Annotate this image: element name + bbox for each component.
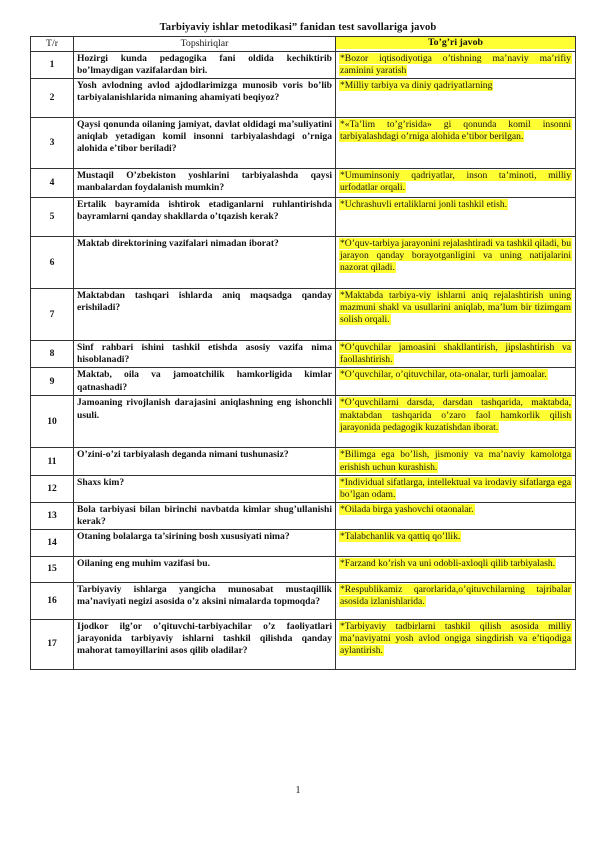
answer-cell bbox=[336, 52, 576, 79]
answer-cell bbox=[336, 118, 576, 169]
question-cell: Maktab direktorining vazifalari nimadan iborat? bbox=[74, 237, 336, 289]
table-row bbox=[31, 52, 576, 79]
table-row bbox=[31, 341, 576, 368]
row-number: 16 bbox=[31, 583, 74, 620]
answer-cell bbox=[336, 79, 576, 118]
answer-highlight: *Farzand ko’rish va uni odobli-axloqli qilib tarbiyalash. bbox=[340, 558, 556, 570]
answer-highlight: *Oilada birga yashovchi otaonalar. bbox=[340, 503, 474, 515]
question-cell: Shaxs kim? bbox=[74, 475, 336, 502]
row-number: 11 bbox=[31, 448, 74, 475]
table-row bbox=[31, 557, 576, 583]
table-row bbox=[31, 289, 576, 341]
table-row bbox=[31, 237, 576, 289]
answer-highlight: *Individual sifatlarga, intellektual va irodaviy sifatlarga ega bo’lgan odam. bbox=[340, 476, 571, 500]
question-cell: Sinf rahbari ishini tashkil etishda asosiy vazifa nima hisoblanadi? bbox=[74, 341, 336, 368]
table-row bbox=[31, 79, 576, 118]
table-row bbox=[31, 583, 576, 620]
answer-highlight: *O’quv-tarbiya jarayonini rejalashtiradi va tashkil qiladi, bu jarayon qanday borayotganligini va uning natijalarini nazorat qiladi. bbox=[340, 238, 571, 274]
row-number: 15 bbox=[31, 557, 74, 583]
answer-highlight: *Tarbiyaviy tadbirlarni tashkil qilish asosida milliy ma’naviyatni yosh avlod ongiga singdirish va e’tiqodiga aylantirish. bbox=[340, 621, 571, 657]
question-cell: Maktab, oila va jamoatchilik hamkorligida kimlar qatnashadi? bbox=[74, 368, 336, 396]
row-number: 3 bbox=[31, 118, 74, 169]
header-question: Topshiriqlar bbox=[74, 37, 336, 52]
answer-cell bbox=[336, 475, 576, 502]
header-number: T/r bbox=[31, 37, 74, 52]
answer-highlight: *Bilimga ega bo’lish, jismoniy va ma’naviy kamolotga erishish uchun kurashish. bbox=[340, 449, 571, 473]
answer-cell bbox=[336, 396, 576, 448]
question-cell: Ijodkor ilg’or o’qituvchi-tarbiyachilar o’z faoliyatlari jarayonida tarbiyaviy ishlarni tashkil qilishda qanday mahorat tamoyillarini asos qilib oladilar? bbox=[74, 620, 336, 670]
row-number: 8 bbox=[31, 341, 74, 368]
question-cell: Ertalik bayramida ishtirok etadiganlarni ruhlantirishda bayramlarni qanday shakllarda o’tqazish kerak? bbox=[74, 198, 336, 237]
row-number: 5 bbox=[31, 198, 74, 237]
answer-highlight: *Talabchanlik va qattiq qo’llik. bbox=[340, 531, 461, 543]
question-cell: Hozirgi kunda pedagogika fani oldida kechiktirib bo’lmaydigan vazifalardan biri. bbox=[74, 52, 336, 79]
row-number: 2 bbox=[31, 79, 74, 118]
question-cell: Otaning bolalarga ta’sirining bosh xususiyati nima? bbox=[74, 530, 336, 557]
answer-highlight: *Uchrashuvli ertaliklarni jonli tashkil etish. bbox=[340, 199, 508, 211]
answer-cell bbox=[336, 502, 576, 529]
answer-highlight: *O’quvchilar, o’qituvchilar, ota-onalar, turli jamoalar. bbox=[340, 369, 547, 381]
question-cell: Mustaqil O’zbekiston yoshlarini tarbiyalashda qaysi manbalardan foydalanish mumkin? bbox=[74, 169, 336, 198]
question-cell: Yosh avlodning avlod ajdodlarimizga munosib voris bo’lib tarbiyalanishlarida nimaning ahamiyati beqiyoz? bbox=[74, 79, 336, 118]
question-cell: Jamoaning rivojlanish darajasini aniqlashning eng ishonchli usuli. bbox=[74, 396, 336, 448]
row-number: 6 bbox=[31, 237, 74, 289]
table-row bbox=[31, 502, 576, 529]
answer-highlight: *«Ta’lim to’g’risida» gi qonunda komil insonni tarbiyalashdagi o’rniga alohida e’tibor berilgan. bbox=[340, 119, 571, 143]
answers-table bbox=[30, 36, 576, 670]
answer-cell bbox=[336, 237, 576, 289]
answer-highlight: *Maktabda tarbiya-viy ishlarni aniq rejalashtirish uning mazmuni shakl va usullarini aniqlab, ma’lum bir tizimgam solish orqali. bbox=[340, 290, 571, 326]
answer-highlight: *Umuminsoniy qadriyatlar, inson ta’minoti, milliy urfodatlar orqali. bbox=[340, 170, 571, 194]
answer-cell bbox=[336, 448, 576, 475]
row-number: 1 bbox=[31, 52, 74, 79]
question-cell: O’zini-o’zi tarbiyalash deganda nimani tushunasiz? bbox=[74, 448, 336, 475]
page-number: 1 bbox=[295, 785, 301, 796]
header-answer-label: To’g’ri javob bbox=[336, 37, 575, 49]
answer-cell bbox=[336, 169, 576, 198]
answer-cell bbox=[336, 198, 576, 237]
answer-cell bbox=[336, 368, 576, 396]
answer-cell bbox=[336, 583, 576, 620]
table-row bbox=[31, 620, 576, 670]
table-row bbox=[31, 396, 576, 448]
table-row bbox=[31, 448, 576, 475]
row-number: 13 bbox=[31, 502, 74, 529]
table-body bbox=[31, 52, 576, 670]
row-number: 17 bbox=[31, 620, 74, 670]
row-number: 14 bbox=[31, 530, 74, 557]
table-row bbox=[31, 368, 576, 396]
row-number: 9 bbox=[31, 368, 74, 396]
answer-highlight: *O’quvchilar jamoasini shakllantirish, jipslashtirish va faollashtirish. bbox=[340, 342, 571, 366]
answer-highlight: *Respublikamiz qarorlarida,o’qituvchilarning tajribalar asosida izlanishlarida. bbox=[340, 584, 571, 608]
document-title: Tarbiyaviy ishlar metodikasi” fanidan test savollariga javob bbox=[159, 22, 437, 33]
question-cell: Qaysi qonunda oilaning jamiyat, davlat oldidagi ma’suliyatini aniqlab yetadigan komil insonni tarbiyalashdagi o’rniga alohida e’tibor beriladi? bbox=[74, 118, 336, 169]
question-cell: Bola tarbiyasi bilan birinchi navbatda kimlar shug’ullanishi kerak? bbox=[74, 502, 336, 529]
table-row bbox=[31, 198, 576, 237]
row-number: 10 bbox=[31, 396, 74, 448]
question-cell: Tarbiyaviy ishlarga yangicha munosabat mustaqillik ma’naviyati negizi asosida o’z aksini nimalarda topmoqda? bbox=[74, 583, 336, 620]
answer-highlight: *Bozor iqtisodiyotiga o’tishning ma’naviy ma’rifiy zaminini yaratish bbox=[340, 53, 571, 77]
answer-highlight: *O’quvchilarni darsda, darsdan tashqarida, maktabda, maktabdan tashqarida o’zaro faol hamkorlik qilish jarayonida pedagogik kuzatishdan iborat. bbox=[340, 397, 571, 433]
row-number: 7 bbox=[31, 289, 74, 341]
question-cell: Maktabdan tashqari ishlarda aniq maqsadga qanday erishiladi? bbox=[74, 289, 336, 341]
table-header-row bbox=[31, 37, 576, 52]
header-answer bbox=[336, 37, 576, 52]
table-row bbox=[31, 169, 576, 198]
answer-cell bbox=[336, 620, 576, 670]
answer-cell bbox=[336, 530, 576, 557]
question-cell: Oilaning eng muhim vazifasi bu. bbox=[74, 557, 336, 583]
answer-cell bbox=[336, 289, 576, 341]
answer-cell bbox=[336, 341, 576, 368]
table-row bbox=[31, 118, 576, 169]
table-row bbox=[31, 530, 576, 557]
row-number: 4 bbox=[31, 169, 74, 198]
row-number: 12 bbox=[31, 475, 74, 502]
table-row bbox=[31, 475, 576, 502]
answer-cell bbox=[336, 557, 576, 583]
answer-highlight: *Milliy tarbiya va diniy qadriyatlarning bbox=[340, 80, 493, 92]
